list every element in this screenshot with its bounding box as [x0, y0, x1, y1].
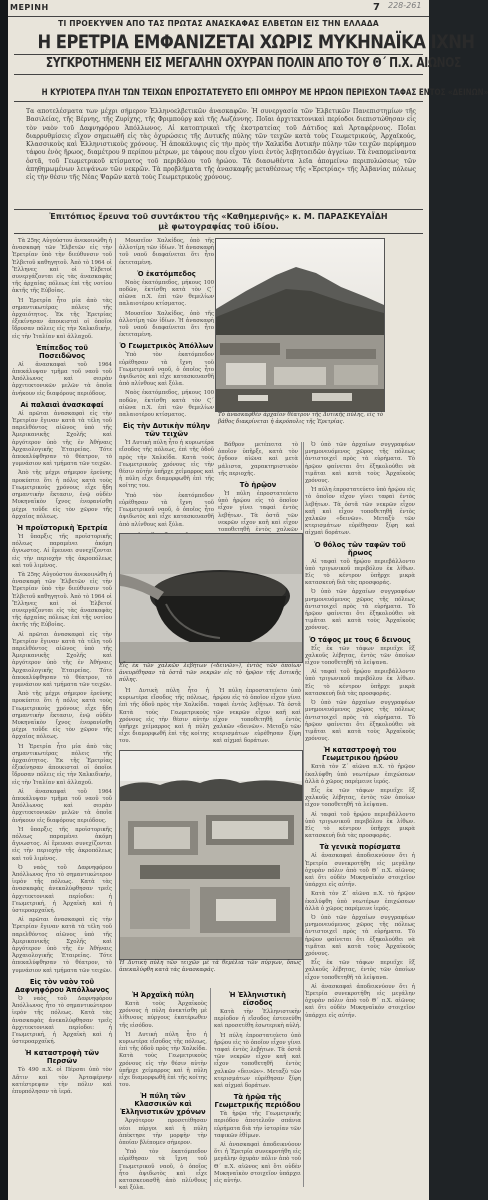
paragraph: Αἱ πρῶται ἀνασκαφαὶ εἰς τὴν Ἐρετρίαν ἔγιναν κατὰ τὰ τέλη τοῦ παρελθόντος αἰῶνος ὑπὸ τῆς Ἀμερικανικῆς Σχολῆς καὶ ἀργότερον ὑπὸ τῆς ἐν Ἀθήναις Ἀρχαιολογικῆς Ἑταιρείας. Τότε ἀπεκαλύφθησαν τὸ θέατρον, τὸ γυμνάσιον καὶ τμήματα τῶν τειχῶν. — [12, 631, 112, 688]
column-separator — [301, 442, 302, 530]
article-intro: Τα αποτελέσματα των μέχρι σήμερον Ἑλληνοελβετικῶν ἀνασκαφῶν. Ἡ συνεργασία τῶν Ἑλβετικῶν Πανεπιστημίων τῆς Βασιλείας, τῆς Βέρνης, τῆς Ζυρίχης, τῆς Φριμπούργ καὶ τῆς Λωζάννης. Ποῖαι ἀρχιτεκτονικαὶ περίοδοι διεπιστώθησαν εἰς τὸν ναὸν τοῦ Δαφνηφόρου Ἀπόλλωνος. Αἱ κατοπτρικαὶ τῆς ἐκστρατείας τοῦ Δάτιδος καὶ Ἀρταφέρνους. Ποῖαι διαρρυθμίσεις εἴχον σημειωθῆ εἰς τὰς ὀχυρώσεις τῆς Δυτικῆς πύλης τῶν τειχῶν κατὰ τοὺς Γεωμετρικούς, Ἀρχαϊκούς, Κλασσικοὺς καὶ Ἑλληνιστικοὺς χρόνους. Ἡ ἀποκάλυψις εἰς τὴν πρὸς τὴν Χαλκίδα Δυτικὴν πύλην τῶν τειχῶν περίφημου τάφου ἐνὸς ἥρωος, διαμέτρου 9 περίπου μέτρων, με τάφους που εἶχον γίνει ἐντὸς λεβητοειδῶν ἀγγείων. Τὰ ἐναπομείναντα ὀστᾶ, τοῦ Γεωμετρικοῦ κτίσματος τοῦ περιβόλου τοῦ ἡρώου. Τὰ διασωθέντα λεῖα ἀπομείνω περιπυλώσεως τῶν ἀπηθημωμένων λειψάνων τῶν νεκρῶν. Τὰ προβλήματα τῆς ἀνασκαφῆς μεταθέσεως τῆς «Ἐρετρίας» τῆς Ἀλβανίας πόλεως εἰς τὴν θέσιν τῆς Νέας Ψαρῶν κατὰ τοὺς Γεωμετρικοὺς χρόνους. — [26, 108, 416, 182]
paragraph: Αἱ πρῶται ἀνασκαφαὶ εἰς τὴν Ἐρετρίαν ἔγιναν κατὰ τὰ τέλη τοῦ παρελθόντος αἰῶνος ὑπὸ τῆς Ἀμερικανικῆς Σχολῆς καὶ ἀργότερον ὑπὸ τῆς ἐν Ἀθήναις Ἀρχαιολογικῆς Ἑταιρείας. Τότε ἀπεκαλύφθησαν τὸ θέατρον, τὸ γυμνάσιον καὶ τμήματα τῶν τειχῶν. — [12, 917, 112, 974]
byline-author: Ἐπιτόπιος ἔρευνα τοῦ συντάκτου τῆς «Καθημερινῆς» κ. Μ. ΠΑΡΑΣΚΕΥΑΪΔΗ — [49, 212, 388, 221]
paragraph: Κατὰ τὸν Ζ΄ αἰῶνα π.Χ. τὸ ἡρῷον ἐκαλύφθη ὑπὸ νεωτέρων ἐπιχώσεων ἀλλὰ ὁ χῶρος παρέμεινε ἱερός. — [305, 764, 415, 785]
newspaper-name: ΜΕΡΙΝΗ — [10, 3, 49, 12]
subheading: Ὁ ἑκατόμπεδος — [137, 269, 196, 278]
intro-rule — [14, 209, 423, 210]
paragraph: Ὑπὸ τὸν ἑκατόμπεδον εὑρέθησαν τὰ ἴχνη τοῦ Γεωμετρικοῦ ναοῦ, ὁ ὁποῖος ἦτο ἀψιδωτὸς καὶ εἶχε κατασκευασθῆ ἀπὸ πλίνθους καὶ ξύλα. — [119, 1149, 207, 1192]
headline-rule — [14, 54, 423, 55]
paragraph: Ἡ Δυτικὴ πύλη ἦτο ἡ κυριωτέρα εἴσοδος τῆς πόλεως, ἐπὶ τῆς ὁδοῦ πρὸς τὴν Χαλκίδα. Κατὰ τοὺς Γεωμετρικοὺς χρόνους εἰς τὴν θέσιν αὐτὴν ὑπῆρχε χείμαρρος καὶ ἡ πύλη εἶχε διαμορφωθῆ ἐπὶ τῆς κοίτης του. — [119, 440, 214, 490]
paragraph: Τὰ 25ης Αὐγούστου ἀνεκοινώθη ἡ ἀνασκαφὴ τῶν Ἐλβετῶν εἰς τὴν Ἐρετρίαν ὑπὸ τὴν διεύθυνσιν τοῦ Ἑλβετοῦ καθηγητοῦ. Ἀπὸ τὸ 1964 οἱ Ἕλληνες καὶ οἱ Ἐλβετοί συνεργάζονται εἰς τὰς ἀνασκαφὰς τῆς ἀρχαίας πόλεως ἐπὶ τῆς νοτίου ἀκτῆς τῆς Εὐβοίας. — [12, 238, 112, 295]
paragraph: Ἡ Ἐρετρία ἦτο μία ἀπὸ τὰς σημαντικωτέρας πόλεις τῆς ἀρχαιότητος. Ἐκ τῆς Ἐρετρίας ἐξεκίνησαν ἀποικισταὶ οἱ ὁποῖοι ἵδρυσαν πόλεις εἰς τὴν Χαλκιδικήν, εἰς τὴν Ἰταλίαν καὶ ἀλλαχοῦ. — [12, 297, 112, 340]
binder-edge — [0, 0, 8, 1200]
column-separator — [115, 238, 116, 1188]
paragraph: Ὑπὸ τὸν ἑκατόμπεδον εὑρέθησαν τὰ ἴχνη τοῦ Γεωμετρικοῦ ναοῦ, ὁ ὁποῖος ἦτο ἀψιδωτὸς καὶ εἶχε κατασκευασθῆ ἀπὸ πλίνθους καὶ ξύλα. — [119, 352, 214, 388]
paragraph: Κατὰ τὴν Ἑλληνιστικὴν περίοδον ἡ εἴσοδος ἐστενεύθη καὶ προσετέθη ἐσωτερικὴ αὐλή. — [214, 1009, 301, 1030]
article-headline: Η ΕΡΕΤΡΙΑ ΕΜΦΑΝΙΖΕΤΑΙ ΧΩΡΙΣ ΜΥΚΗΝΑΪΚΑ ΙΧΝΗ — [37, 31, 475, 53]
paragraph: Ἀργότερον προσετέθησαν νέοι πύργοι καὶ ἡ πύλη ἀπέκτησε τὴν μορφὴν τὴν ὁποίαν βλέπομεν σήμερον. — [119, 1118, 207, 1147]
paragraph: Μουσεῖον Χαλκίδος, ὁπὸ τῆς ἀλλοτίμη τῶν ἰδίων. Ἡ ἀνασκαφὴ τοῦ ναοῦ διαφαίνεται ὅτι ἦτο ἐκτεταμένη. — [119, 310, 214, 339]
photo-acropolis-image — [216, 239, 384, 411]
paragraph: Ἀπὸ τῆς μέχρι σήμερον ἐρεύνης προκύπτει ὅτι ἡ πόλις κατὰ τοὺς Γεωμετρικοὺς χρόνους εἶχε ἤδη σημαντικὴν ἔκτασιν, ἐνῷ οὐδὲν Μυκηναϊκὸν ἴχνος ἐνεφανίσθη μέχρι τοῦδε εἰς τὸν χῶρον τῆς ἀρχαίας πόλεως. — [12, 470, 112, 520]
paragraph: Ὁ ὑπὸ τῶν ἀρχαίων συγγραφέων μνημονευόμενος χῶρος τῆς πόλεως ἀντιστοιχεῖ πρὸς τὰ εὑρήματα. Τὸ ἡρῷον φαίνεται ὅτι ἐξηκολούθει νὰ τιμᾶται καὶ κατὰ τοὺς Ἀρχαϊκοὺς χρόνους. — [305, 442, 415, 485]
paragraph: Αἱ πρῶται ἀνασκαφαὶ εἰς τὴν Ἐρετρίαν ἔγιναν κατὰ τὰ τέλη τοῦ παρελθόντος αἰῶνος ὑπὸ τῆς Ἀμερικανικῆς Σχολῆς καὶ ἀργότερον ὑπὸ τῆς ἐν Ἀθήναις Ἀρχαιολογικῆς Ἑταιρείας. Τότε ἀπεκαλύφθησαν τὸ θέατρον, τὸ γυμνάσιον καὶ τμήματα τῶν τειχῶν. — [12, 410, 112, 468]
paragraph: Ὁ ὑπὸ τῶν ἀρχαίων συγγραφέων μνημονευόμενος χῶρος τῆς πόλεως ἀντιστοιχεῖ πρὸς τὰ εὑρήματα. Τὸ ἡρῷον φαίνεται ὅτι ἐξηκολούθει νὰ τιμᾶται καὶ κατὰ τοὺς Ἀρχαϊκοὺς χρόνους. — [305, 589, 415, 632]
paragraph: Ναὸς ἑκατόμπεδος, μήκους 100 ποδῶν, ἐκτίσθη κατὰ τὸν Ϛ΄ αἰῶνα π.Χ. ἐπὶ τῶν θεμελίων παλαιοτέρου κτίσματος. — [119, 279, 214, 308]
photo-excavation-image — [120, 751, 302, 959]
paragraph: Ὁ ναὸς τοῦ Δαφνηφόρου Ἀπόλλωνος ἦτο τὸ σημαντικώτερον ἱερὸν τῆς πόλεως. Κατὰ τὰς ἀνασκαφὰς ἀνεκαλύφθησαν τρεῖς ἀρχιτεκτονικαὶ περίοδοι: ἡ Γεωμετρική, ἡ Ἀρχαϊκὴ καὶ ἡ ὑστεροαρχαϊκή. — [12, 864, 112, 915]
paragraph: Ἡ ὕπαρξις τῆς προϊστορικῆς πόλεως παραμένει ἀκόμη ἄγνωστος. Αἱ ἔρευναι συνεχίζονται εἰς τὴν περιοχὴν τῆς ἀκροπόλεως καὶ τοῦ λιμένος. — [12, 533, 112, 569]
subheading: Ὁ τάφος με τους 6 δεινους — [309, 635, 411, 644]
text-column-3 — [218, 442, 298, 534]
paragraph: Ἀπὸ τῆς μέχρι σήμερον ἐρεύνης προκύπτει ὅτι ἡ πόλις κατὰ τοὺς Γεωμετρικοὺς χρόνους εἶχε ἤδη σημαντικὴν ἔκτασιν, ἐνῷ οὐδὲν Μυκηναϊκὸν ἴχνος ἐνεφανίσθη μέχρι τοῦδε εἰς τὸν χῶρον τῆς ἀρχαίας πόλεως. — [12, 691, 112, 741]
paragraph: Ἡ Ἐρετρία ἦτο μία ἀπὸ τὰς σημαντικωτέρας πόλεις τῆς ἀρχαιότητος. Ἐκ τῆς Ἐρετρίας ἐξεκίνησαν ἀποικισταὶ οἱ ὁποῖοι ἵδρυσαν πόλεις εἰς τὴν Χαλκιδικήν, εἰς τὴν Ἰταλίαν καὶ ἀλλαχοῦ. — [12, 743, 112, 786]
text-column-1 — [12, 238, 112, 1188]
paragraph: Αἱ ταφαὶ τοῦ ἡρῴου περιεβάλλοντο ὑπὸ τριγωνικοῦ περιβόλου ἐκ λίθων. Εἰς τὸ κέντρον ὑπῆρχε μικρὰ κατασκευὴ διὰ τὰς προσφοράς. — [305, 811, 415, 840]
article-byline — [8, 212, 429, 232]
article-kicker: ΤΙ ΠΡΟΕΚΥΨΕΝ ΑΠΟ ΤΑΣ ΠΡΩΤΑΣ ΑΝΑΣΚΑΦΑΣ ΕΛΒΕΤΩΝ ΕΙΣ ΤΗΝ ΕΛΛΑΔΑ — [58, 19, 379, 28]
paragraph: Ἡ Δυτικὴ πύλη ἦτο ἡ κυριωτέρα εἴσοδος τῆς πόλεως, ἐπὶ τῆς ὁδοῦ πρὸς τὴν Χαλκίδα. Κατὰ τοὺς Γεωμετρικοὺς χρόνους εἰς τὴν θέσιν αὐτὴν ὑπῆρχε χείμαρρος καὶ ἡ πύλη εἶχε διαμορφωθῆ ἐπὶ τῆς κοίτης του. — [119, 688, 209, 745]
photo-cauldron-caption: Εἷς ἐκ τῶν χαλκῶν λεβήτων («δεινῶν»), ἐντὸς τῶν ὁποίων ἀνευρέθησαν τὰ ὀστᾶ τῶν νεκρῶν εἰς τὸ ἡρῷον τῆς Δυτικῆς πύλης. — [119, 663, 301, 683]
paragraph: Κατὰ τὸν Ζ΄ αἰῶνα π.Χ. τὸ ἡρῷον ἐκαλύφθη ὑπὸ νεωτέρων ἐπιχώσεων ἀλλὰ ὁ χῶρος παρέμεινε ἱερός. — [305, 891, 415, 912]
subheading: Ἡ Ἀρχαϊκὴ πύλη — [132, 991, 194, 999]
paragraph: Κατὰ τοὺς Ἀρχαϊκοὺς χρόνους ἡ πύλη ἀνεκτίσθη μὲ λίθινους πύργους ἑκατέρωθεν τῆς εἰσόδου. — [119, 1001, 207, 1029]
column-separator — [210, 988, 211, 1186]
paragraph: Ὁ ὑπὸ τῶν ἀρχαίων συγγραφέων μνημονευόμενος χῶρος τῆς πόλεως ἀντιστοιχεῖ πρὸς τὰ εὑρήματα. Τὸ ἡρῷον φαίνεται ὅτι ἐξηκολούθει νὰ τιμᾶται καὶ κατὰ τοὺς Ἀρχαϊκοὺς χρόνους. — [305, 700, 415, 743]
paragraph: Ἡ πύλη ἐπροστατεύετο ὑπὸ ἡρῴου εἰς τὸ ὁποῖον εἶχον γίνει ταφαὶ ἐντὸς λεβήτων. Τὰ ὀστᾶ τῶν νεκρῶν εἶχον καῆ καὶ εἶχον τοποθετηθῆ ἐντὸς χαλκῶν «δεινῶν». Μεταξὺ τῶν κτερισμάτων εὑρέθησαν ξίφη καὶ αἰχμαὶ δοράτων. — [305, 487, 415, 537]
article-subheadline: ΣΥΓΚΡΟΤΗΜΕΝΗ ΕΙΣ ΜΕΓΑΛΗΝ ΟΧΥΡΑΝ ΠΟΛΙΝ ΑΠΟ ΤΟΥ Θ΄ Π.Χ. ΑΙΩΝΟΣ — [45, 56, 461, 71]
newspaper-page — [8, 0, 488, 1200]
paragraph: Ὑπὸ τὸν ἑκατόμπεδον εὑρέθησαν τὰ ἴχνη τοῦ Γεωμετρικοῦ ναοῦ, ὁ ὁποῖος ἦτο ἀψιδωτὸς καὶ εἶχε κατασκευασθῆ ἀπὸ πλίνθους καὶ ξύλα. — [119, 492, 214, 528]
subheading: Τὸ ἡρῷον — [239, 481, 277, 490]
subheadline-rule — [14, 74, 423, 75]
archive-number: 228-261 — [388, 1, 422, 10]
subheading: Τὰ γενικὰ πορίσματα — [319, 843, 401, 852]
paragraph: Αἱ ἀνασκαφαὶ τοῦ 1964 ἀπεκάλυψαν τμῆμα τοῦ ναοῦ τοῦ Ἀπόλλωνος καὶ σειρὰν ἀρχιτεκτονικῶν μελῶν τὰ ὁποῖα ἀνήκουν εἰς διαφόρους περιόδους. — [12, 788, 112, 824]
subheading: Ὁ Γεωμετρικὸς Ἀπόλλων — [119, 342, 214, 351]
paragraph: Ἡ Δυτικὴ πύλη ἦτο ἡ κυριωτέρα εἴσοδος τῆς πόλεως, ἐπὶ τῆς ὁδοῦ πρὸς τὴν Χαλκίδα. Κατὰ τοὺς Γεωμετρικοὺς χρόνους εἰς τὴν θέσιν αὐτὴν ὑπῆρχε χείμαρρος καὶ ἡ πύλη εἶχε διαμορφωθῆ ἐπὶ τῆς κοίτης του. — [119, 1031, 207, 1089]
paragraph: Ἡ πύλη ἐπροστατεύετο ὑπὸ ἡρῴου εἰς τὸ ὁποῖον εἶχον γίνει ταφαὶ ἐντὸς λεβήτων. Τὰ ὀστᾶ τῶν νεκρῶν εἶχον καῆ καὶ εἶχον τοποθετηθῆ ἐντὸς χαλκῶν «δεινῶν». Μεταξὺ τῶν κτερισμάτων εὑρέθησαν ξίφη καὶ αἰχμαὶ δοράτων. — [214, 1032, 301, 1090]
subheading: Ὁ θόλος τῶν ταφῶν τοῦ ἥρωος — [314, 540, 406, 557]
text-column-5 — [119, 688, 209, 748]
column-separator — [303, 442, 304, 1187]
paragraph: Μουσεῖον Χαλκίδος, ὁπὸ τῆς ἀλλοτίμη τῶν ἰδίων. Ἡ ἀνασκαφὴ τοῦ ναοῦ διαφαίνεται ὅτι ἦτο ἐκτεταμένη. — [119, 238, 214, 266]
paragraph: Αἱ ταφαὶ τοῦ ἡρῴου περιεβάλλοντο ὑπὸ τριγωνικοῦ περιβόλου ἐκ λίθων. Εἰς τὸ κέντρον ὑπῆρχε μικρὰ κατασκευὴ διὰ τὰς προσφοράς. — [305, 558, 415, 587]
paragraph: Αἱ ταφαὶ τοῦ ἡρῴου περιεβάλλοντο ὑπὸ τριγωνικοῦ περιβόλου ἐκ λίθων. Εἰς τὸ κέντρον ὑπῆρχε μικρὰ κατασκευὴ διὰ τὰς προσφοράς. — [305, 669, 415, 697]
deck-rule — [14, 101, 423, 102]
subheading: Ἡ καταστροφὴ τῶν Περσῶν — [25, 1049, 99, 1066]
subheading: Τὰ ἡρῷα τῆς Γεωμετρικῆς περιόδου — [214, 1093, 301, 1110]
subheading: Ἡ πύλη τῶν Κλασσικῶν καὶ Ἑλληνιστικῶν χρόνων — [120, 1092, 206, 1117]
byline-photos: μὲ φωτογραφίας τοῦ ἰδίου. — [158, 222, 279, 231]
subheading: Ἡ καταστροφὴ του Γεωμετρικου ἡρώου — [322, 746, 398, 763]
paragraph: Τὰ 25ης Αὐγούστου ἀνεκοινώθη ἡ ἀνασκαφὴ τῶν Ἐλβετῶν εἰς τὴν Ἐρετρίαν ὑπὸ τὴν διεύθυνσιν τοῦ Ἑλβετοῦ καθηγητοῦ. Ἀπὸ τὸ 1964 οἱ Ἕλληνες καὶ οἱ Ἐλβετοί συνεργάζονται εἰς τὰς ἀνασκαφὰς τῆς ἀρχαίας πόλεως ἐπὶ τῆς νοτίου ἀκτῆς τῆς Εὐβοίας. — [12, 571, 112, 629]
text-column-8 — [214, 988, 301, 1186]
paragraph: Εἷς ἐκ τῶν τάφων περιεῖχε ἓξ χαλκοῦς λέβητας, ἐντὸς τῶν ὁποίων εἶχον τοποθετηθῆ τὰ λείψανα. — [305, 960, 415, 981]
article-deck: Η ΚΥΡΙΟΤΕΡΑ ΠΥΛΗ ΤΩΝ ΤΕΙΧΩΝ ΕΠΡΟΣΤΑΤΕΥΕΤΟ ΕΠΙ ΟΜΗΡΟΥ ΜΕ ΗΡΩΟΝ ΠΕΡΙΕΧΟΝ ΤΑΦΑΣ ΕΝΤΟΣ «ΔΕΙΝΩΝ» — [41, 88, 488, 98]
paragraph: Εἷς ἐκ τῶν τάφων περιεῖχε ἓξ χαλκοῦς λέβητας, ἐντὸς τῶν ὁποίων εἶχον τοποθετηθῆ τὰ λείψανα. — [305, 787, 415, 809]
paragraph: Ναὸς ἑκατόμπεδος, μήκους 100 ποδῶν, ἐκτίσθη κατὰ τὸν Ϛ΄ αἰῶνα π.Χ. ἐπὶ τῶν θεμελίων παλαιοτέρου κτίσματος. — [119, 390, 214, 419]
paragraph: Ἡ ὕπαρξις τῆς προϊστορικῆς πόλεως παραμένει ἀκόμη ἄγνωστος. Αἱ ἔρευναι συνεχίζονται εἰς τὴν περιοχὴν τῆς ἀκροπόλεως καὶ τοῦ λιμένος. — [12, 826, 112, 862]
paragraph: Εἷς ἐκ τῶν τάφων περιεῖχε ἓξ χαλκοῦς λέβητας, ἐντὸς τῶν ὁποίων εἶχον τοποθετηθῆ τὰ λείψανα. — [305, 645, 415, 667]
text-column-4 — [305, 442, 415, 1187]
subheading: Ἐπίπεδος τοῦ Ποσειδῶνος — [36, 343, 88, 360]
paragraph: Ἡ πύλη ἐπροστατεύετο ὑπὸ ἡρῴου εἰς τὸ ὁποῖον εἶχον γίνει ταφαὶ ἐντὸς λεβήτων. Τὰ ὀστᾶ τῶν νεκρῶν εἶχον καῆ καὶ εἶχον τοποθετηθῆ ἐντὸς χαλκῶν «δεινῶν». Μεταξὺ τῶν κτερισμάτων εὑρέθησαν ξίφη καὶ αἰχμαὶ δοράτων. — [213, 688, 301, 745]
paragraph: Αἱ ἀνασκαφαὶ ἀποδεικνύουν ὅτι ἡ Ἐρετρία συνεκροτήθη εἰς μεγάλην ὀχυρὰν πόλιν ἀπὸ τοῦ Θ΄ π.Χ. αἰῶνος καὶ ὅτι οὐδὲν Μυκηναϊκὸν στοιχεῖον ὑπάρχει εἰς αὐτήν. — [305, 853, 415, 889]
subheading: Εἰς τὴν Δυτικὴν πύλην τῶν τειχῶν — [122, 422, 211, 439]
paragraph: Ἡ πύλη ἐπροστατεύετο ὑπὸ ἡρῴου εἰς τὸ ὁποῖον εἶχον γίνει ταφαὶ ἐντὸς λεβήτων. Τὰ ὀστᾶ τῶν νεκρῶν εἶχον καῆ καὶ εἶχον τοποθετηθῆ ἐντὸς χαλκῶν — [218, 491, 298, 534]
photo-cauldron-image — [120, 534, 302, 662]
byline-rule — [14, 233, 423, 234]
page-header — [8, 0, 429, 17]
photo-acropolis-caption: Τὸ ἀνασκαφθὲν ἀρχαῖον θέατρον τῆς Δυτικῆς πύλης, εἰς τὸ βάθος διακρίνεται ἡ ἀκρόπολις τῆς Ἐρετρίας. — [218, 412, 383, 425]
text-column-7 — [119, 988, 207, 1192]
photo-excavation — [119, 750, 303, 960]
photo-excavation-caption: Ἡ Δυτικὴ πύλη τῶν τειχῶν μὲ τὰ θεμέλια τῶν πύργων, ὅπως ἀπεκαλύφθη κατὰ τὰς ἀνασκαφάς. — [119, 960, 301, 973]
subheading: Ἡ προϊστορικὴ Ἐρετρία — [16, 523, 108, 532]
subheading: Αἱ παλαιαὶ ἀνασκαφαί — [20, 400, 104, 409]
photo-acropolis — [215, 238, 385, 412]
paragraph: Τὰ ἡρῷα τῆς Γεωμετρικῆς περιόδου ἀποτελοῦν σπάνια εὑρήματα διὰ τὴν ἱστορίαν τῶν ταφικῶν ἐθίμων. — [214, 1111, 301, 1139]
page-number: 7 — [373, 2, 380, 13]
photo-cauldron — [119, 533, 303, 663]
paragraph: Αἱ ἀνασκαφαὶ ἀποδεικνύουν ὅτι ἡ Ἐρετρία συνεκροτήθη εἰς μεγάλην ὀχυρὰν πόλιν ἀπὸ τοῦ Θ΄ π.Χ. αἰῶνος καὶ ὅτι οὐδὲν Μυκηναϊκὸν στοιχεῖον ὑπάρχει εἰς αὐτήν. — [214, 1142, 301, 1185]
text-column-6 — [213, 688, 301, 748]
paragraph: Ὁ ὑπὸ τῶν ἀρχαίων συγγραφέων μνημονευόμενος χῶρος τῆς πόλεως ἀντιστοιχεῖ πρὸς τὰ εὑρήματα. Τὸ ἡρῷον φαίνεται ὅτι ἐξηκολούθει νὰ τιμᾶται καὶ κατὰ τοὺς Ἀρχαϊκοὺς χρόνους. — [305, 914, 415, 957]
paragraph: Ὁ ναὸς τοῦ Δαφνηφόρου Ἀπόλλωνος ἦτο τὸ σημαντικώτερον ἱερὸν τῆς πόλεως. Κατὰ τὰς ἀνασκαφὰς ἀνεκαλύφθησαν τρεῖς ἀρχιτεκτονικαὶ περίοδοι: ἡ Γεωμετρική, ἡ Ἀρχαϊκὴ καὶ ἡ ὑστεροαρχαϊκή. — [12, 995, 112, 1046]
text-column-2 — [119, 238, 214, 528]
paragraph: Βάθρον μετέπειτα τὸ ὁποῖον ὑπῆρξε, κατὰ τὸν ὄγδοον αἰῶνα καὶ μετὰ μάλιστα, χαρακτηριστικὸν τῆς περιοχῆς. — [218, 442, 298, 477]
subheading: Ἡ Ἑλληνιστικὴ εἴσοδος — [229, 991, 286, 1007]
paragraph: Τὸ 490 π.Χ. οἱ Πέρσαι ὑπὸ τὸν Δᾶτιν καὶ τὸν Ἀρταφέρνην κατέστρεψαν τὴν πόλιν καὶ ἐπυρπόλησαν τὰ ἱερά. — [12, 1067, 112, 1095]
paragraph: Αἱ ἀνασκαφαὶ ἀποδεικνύουν ὅτι ἡ Ἐρετρία συνεκροτήθη εἰς μεγάλην ὀχυρὰν πόλιν ἀπὸ τοῦ Θ΄ π.Χ. αἰῶνος καὶ ὅτι οὐδὲν Μυκηναϊκὸν στοιχεῖον ὑπάρχει εἰς αὐτήν. — [305, 983, 415, 1019]
subheading: Εἰς τὸν ναὸν τοῦ Δαφνηφόρου Ἀπόλλωνος — [14, 977, 110, 994]
paragraph: Αἱ ἀνασκαφαὶ τοῦ 1964 ἀπεκάλυψαν τμῆμα τοῦ ναοῦ τοῦ Ἀπόλλωνος καὶ σειρὰν ἀρχιτεκτονικῶν μελῶν τὰ ὁποῖα ἀνήκουν εἰς διαφόρους περιόδους. — [12, 361, 112, 397]
